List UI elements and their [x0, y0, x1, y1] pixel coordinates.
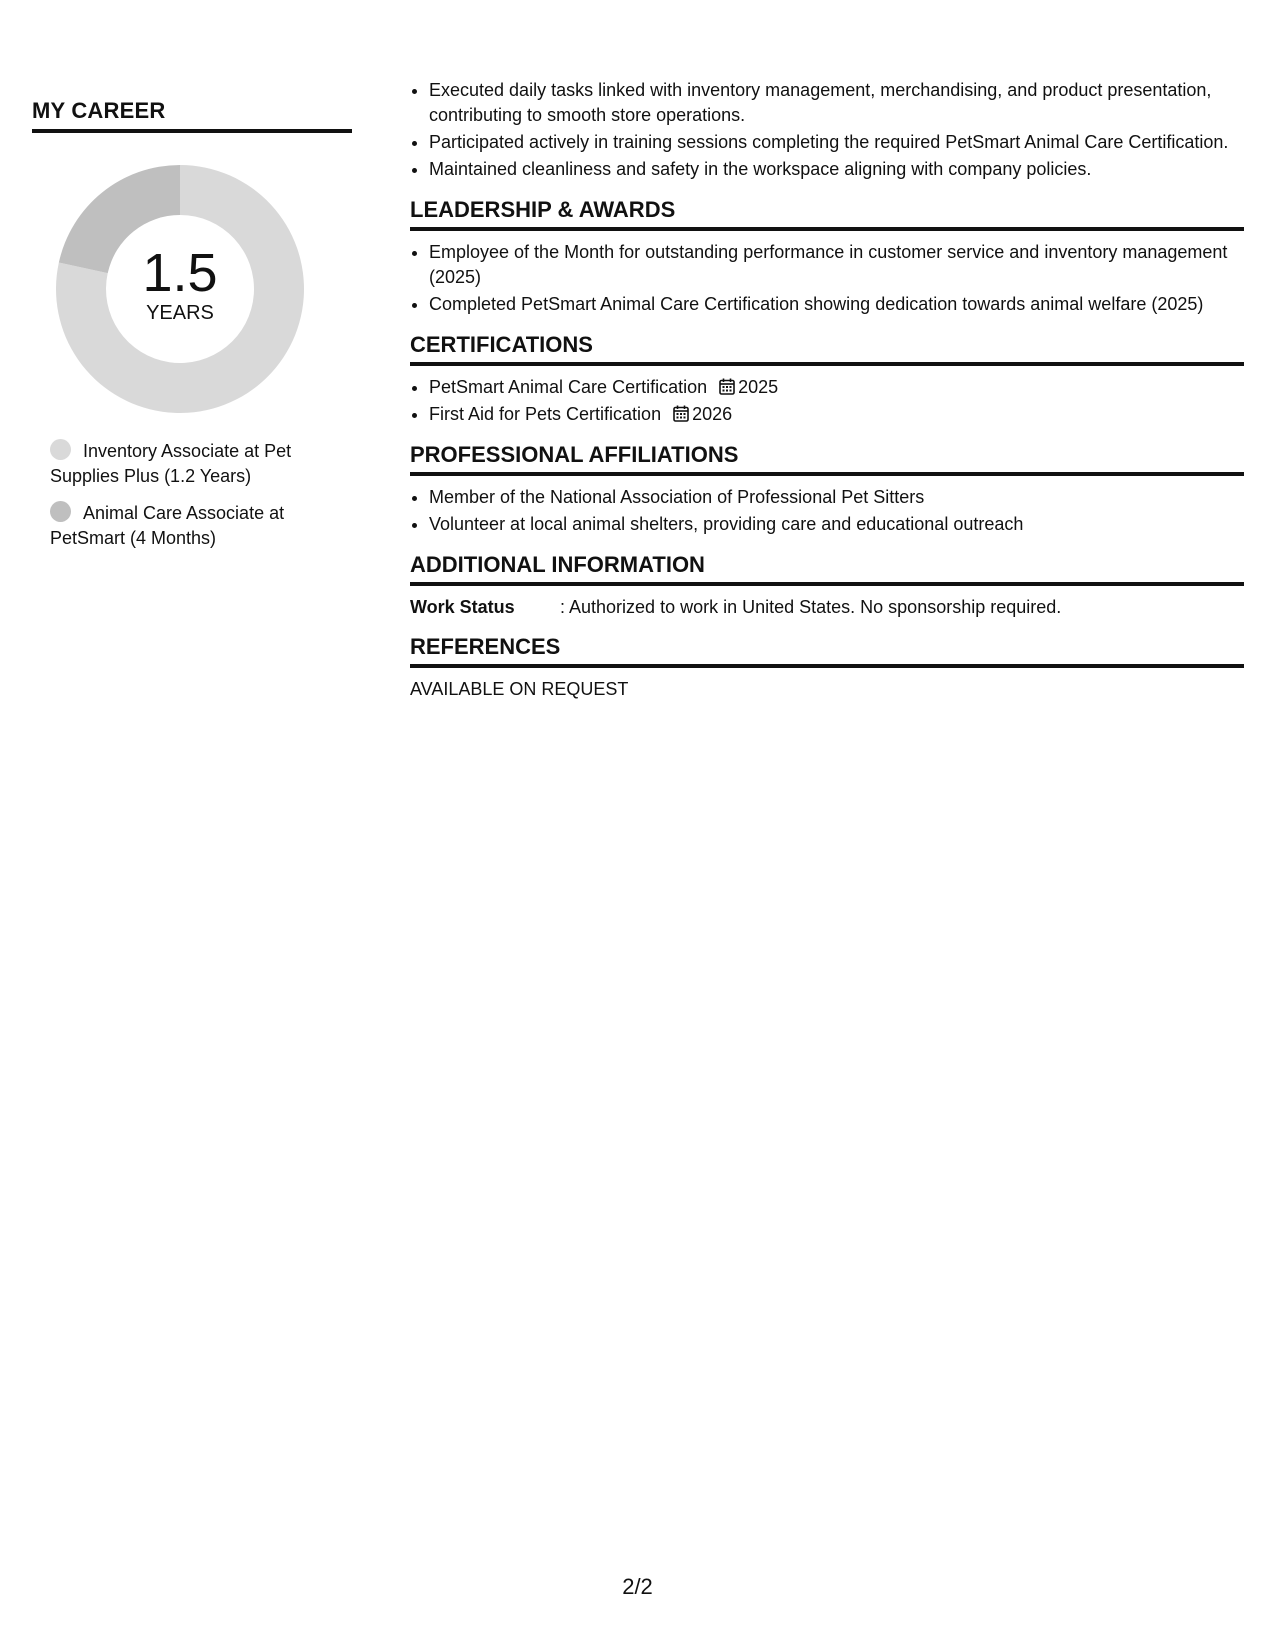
- legend-dot-0: [50, 439, 71, 460]
- list-item: [429, 402, 1244, 427]
- list-item: • Participated actively in training sessions completing the required PetSmart Animal Care Certification.: [429, 130, 1244, 155]
- list-item: • Volunteer at local animal shelters, providing care and educational outreach: [429, 512, 1244, 537]
- calendar-icon: [673, 405, 689, 422]
- section-title: CERTIFICATIONS: [410, 331, 1244, 366]
- leadership-list: [410, 240, 1244, 317]
- main-content: [410, 78, 1244, 701]
- section-title: PROFESSIONAL AFFILIATIONS: [410, 441, 1244, 476]
- leadership-section: [410, 196, 1244, 317]
- certification-year: 2025: [738, 377, 779, 397]
- legend-item: [50, 439, 330, 489]
- section-title: REFERENCES: [410, 633, 1244, 668]
- career-legend: [50, 439, 330, 551]
- calendar-icon: [719, 378, 735, 395]
- list-item: • Employee of the Month for outstanding performance in customer service and inventory management (2025): [429, 240, 1244, 290]
- list-item: [429, 375, 1244, 400]
- total-years-value: 1.5: [142, 243, 218, 303]
- references-text: AVAILABLE ON REQUEST: [410, 679, 629, 699]
- experience-bullets: [410, 78, 1244, 182]
- certification-year: 2026: [692, 404, 733, 424]
- certification-name: First Aid for Pets Certification: [429, 404, 662, 424]
- career-title: MY CAREER: [32, 98, 352, 133]
- work-status-label: Work Status: [410, 597, 515, 617]
- career-donut-chart: [56, 165, 304, 413]
- legend-label: Inventory Associate at Pet Supplies Plus (1.2 Years): [50, 441, 292, 486]
- certifications-list: [410, 375, 1244, 427]
- total-years-unit: YEARS: [146, 302, 214, 324]
- career-sidebar: [32, 98, 352, 563]
- work-status-value: : Authorized to work in United States. No sponsorship required.: [560, 597, 1062, 617]
- section-title: LEADERSHIP & AWARDS: [410, 196, 1244, 231]
- references-section: [410, 633, 1244, 701]
- work-status-row: [410, 595, 1244, 619]
- list-item: • Executed daily tasks linked with inventory management, merchandising, and product presentation, contributing to smooth store operations.: [429, 78, 1244, 128]
- certification-name: PetSmart Animal Care Certification: [429, 377, 708, 397]
- page-number: 2/2: [622, 1574, 653, 1599]
- affiliations-section: [410, 441, 1244, 537]
- additional-info-section: [410, 551, 1244, 619]
- section-title: ADDITIONAL INFORMATION: [410, 551, 1244, 586]
- legend-label: Animal Care Associate at PetSmart (4 Months): [50, 503, 285, 548]
- legend-item: [50, 501, 330, 551]
- list-item: • Maintained cleanliness and safety in the workspace aligning with company policies.: [429, 157, 1244, 182]
- list-item: • Completed PetSmart Animal Care Certification showing dedication towards animal welfare (2025): [429, 292, 1244, 317]
- list-item: • Member of the National Association of Professional Pet Sitters: [429, 485, 1244, 510]
- affiliations-list: [410, 485, 1244, 537]
- legend-dot-1: [50, 501, 71, 522]
- donut-center: [56, 165, 304, 413]
- certifications-section: [410, 331, 1244, 427]
